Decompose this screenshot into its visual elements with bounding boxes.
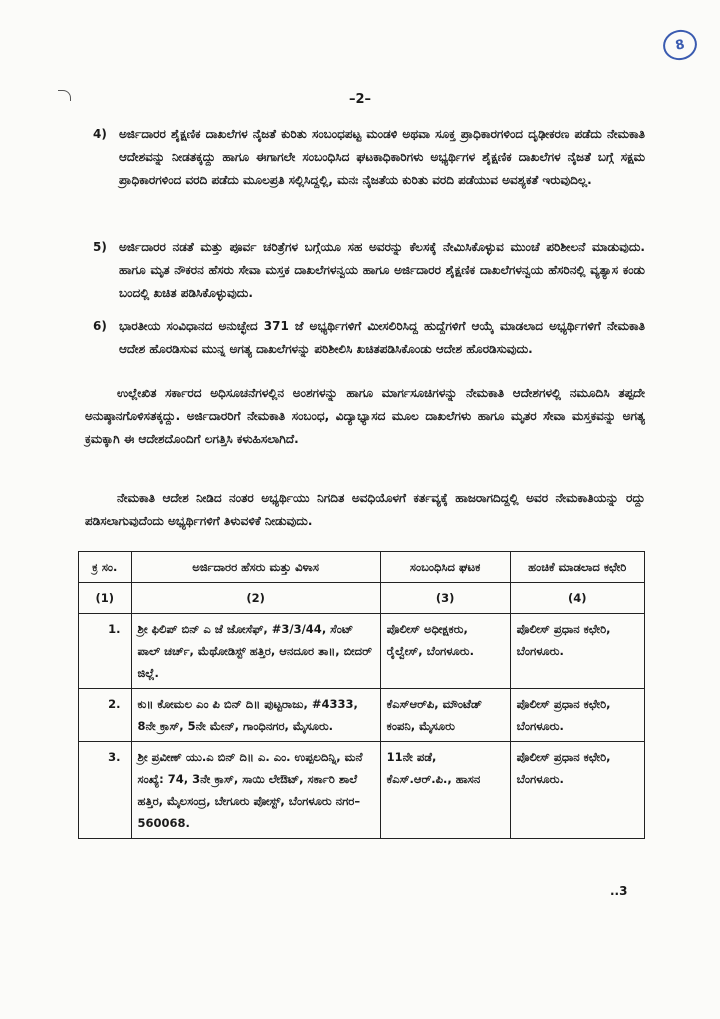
list-item: [95, 123, 645, 192]
header-office: ಹಂಚಿಕೆ ಮಾಡಲಾದ ಕಛೇರಿ: [510, 552, 644, 583]
list-item-text: ಅರ್ಜಿದಾರರ ಶೈಕ್ಷಣಿಕ ದಾಖಲೆಗಳ ನೈಜತೆ ಕುರಿತು ಸಂಬಂಧಪಟ್ಟ ಮಂಡಳಿ ಅಥವಾ ಸೂಕ್ತ ಪ್ರಾಧಿಕಾರಗಳಿಂದ ದೃಢೀಕರಣ ಪಡೆದು ನೇಮಕಾತಿ ಆದೇಶವನ್ನು ನೀಡತಕ್ಕದ್ದು ಹಾಗೂ ಈಗಾಗಲೇ ಸಂಬಂಧಿಸಿದ ಘಟಕಾಧಿಕಾರಿಗಳು ಅಭ್ಯರ್ಥಿಗಳ ಶೈಕ್ಷಣಿಕ ದಾಖಲೆಗಳ ನೈಜತೆ ಬಗ್ಗೆ ಸಕ್ಷಮ ಪ್ರಾಧಿಕಾರಗಳಿಂದ ವರದಿ ಪಡೆದು ಮೂಲಪ್ರತಿ ಸಲ್ಲಿಸಿದ್ದಲ್ಲಿ, ಮನಃ ನೈಜತೆಯ ಕುರಿತು ವರದಿ ಪಡೆಯುವ ಅವಶ್ಯಕತೆ ಇರುವುದಿಲ್ಲ.: [119, 127, 645, 187]
list-item-number: 5): [93, 240, 107, 254]
list-item: [95, 315, 645, 361]
list-item: [95, 236, 645, 305]
column-number: (1): [79, 583, 132, 614]
list-item-text: ಅರ್ಜಿದಾರರ ನಡತೆ ಮತ್ತು ಪೂರ್ವ ಚರಿತ್ರೆಗಳ ಬಗ್ಗೆಯೂ ಸಹ ಅವರನ್ನು ಕೆಲಸಕ್ಕೆ ನೇಮಿಸಿಕೊಳ್ಳುವ ಮುಂಚೆ ಪರಿಶೀಲನೆ ಮಾಡುವುದು. ಹಾಗೂ ಮೃತ ನೌಕರನ ಹೆಸರು ಸೇವಾ ಮಸ್ತಕ ದಾಖಲೆಗಳನ್ವಯ ಹಾಗೂ ಅರ್ಜಿದಾರರ ಶೈಕ್ಷಣಿಕ ದಾಖಲೆಗಳನ್ವಯ ಹೆಸರಿನಲ್ಲಿ ವ್ಯತ್ಯಾಸ ಕಂಡು ಬಂದಲ್ಲಿ ಖಚಿತ ಪಡಿಸಿಕೊಳ್ಳುವುದು.: [119, 240, 645, 300]
cell-name-address: ಶ್ರೀ ಪ್ರವೀಣ್ ಯು.ಎ ಬಿನ್ ದಿ॥ ಎ. ಎಂ. ಉಪ್ಪಲದಿನ್ನಿ, ಮನೆ ಸಂಖ್ಯೆ: 74, 3ನೇ ಕ್ರಾಸ್, ಸಾಯಿ ಲೇಔಟ್, ಸರ್ಕಾರಿ ಶಾಲೆ ಹತ್ತಿರ, ಮೈಲಸಂದ್ರ, ಬೇಗೂರು ಪೋಸ್ಟ್, ಬೆಂಗಳೂರು ನಗರ–560068.: [131, 742, 380, 839]
page-number: –2–: [348, 92, 372, 107]
table-row: [79, 689, 645, 742]
cell-sl-no: 1.: [79, 614, 132, 689]
circle-mark-number: 8: [674, 36, 686, 54]
cell-unit: ಕೆಎಸ್‌ಆರ್‌ಪಿ, ಮೌಂಟೆಡ್ ಕಂಪನಿ, ಮೈಸೂರು: [380, 689, 510, 742]
header-sl-no: ಕ್ರ ಸಂ.: [79, 552, 132, 583]
list-item-number: 6): [93, 319, 107, 333]
column-number: (2): [131, 583, 380, 614]
body-paragraph: ನೇಮಕಾತಿ ಆದೇಶ ನೀಡಿದ ನಂತರ ಅಭ್ಯರ್ಥಿಯು ನಿಗದಿತ ಅವಧಿಯೊಳಗೆ ಕರ್ತವ್ಯಕ್ಕೆ ಹಾಜರಾಗದಿದ್ದಲ್ಲಿ ಅವರ ನೇಮಕಾತಿಯನ್ನು ರದ್ದು ಪಡಿಸಲಾಗುವುದೆಂದು ಅಭ್ಯರ್ಥಿಗಳಿಗೆ ತಿಳುವಳಿಕೆ ನೀಡುವುದು.: [85, 491, 645, 528]
list-item-text: ಭಾರತೀಯ ಸಂವಿಧಾನದ ಅನುಚ್ಛೇದ 371 ಜೆ ಅಭ್ಯರ್ಥಿಗಳಿಗೆ ಮೀಸಲಿರಿಸಿದ್ದ ಹುದ್ದೆಗಳಿಗೆ ಆಯ್ಕೆ ಮಾಡಲಾದ ಅಭ್ಯರ್ಥಿಗಳಿಗೆ ನೇಮಕಾತಿ ಆದೇಶ ಹೊರಡಿಸುವ ಮುನ್ನ ಅಗತ್ಯ ದಾಖಲೆಗಳನ್ನು ಪರಿಶೀಲಿಸಿ ಖಚಿತಪಡಿಸಿಕೊಂಡು ಆದೇಶ ಹೊರಡಿಸುವುದು.: [119, 319, 645, 356]
cell-unit: ಪೊಲೀಸ್ ಅಧೀಕ್ಷಕರು, ರೈಲ್ವೇಸ್, ಬೆಂಗಳೂರು.: [380, 614, 510, 689]
cell-sl-no: 3.: [79, 742, 132, 839]
header-unit: ಸಂಬಂಧಿಸಿದ ಘಟಕ: [380, 552, 510, 583]
column-number: (4): [510, 583, 644, 614]
table-header-row: [79, 552, 645, 583]
next-page-indicator: ..3: [610, 884, 628, 898]
table-row: [79, 742, 645, 839]
header-name-address: ಅರ್ಜಿದಾರರ ಹೆಸರು ಮತ್ತು ವಿಳಾಸ: [131, 552, 380, 583]
column-number: (3): [380, 583, 510, 614]
cell-office: ಪೊಲೀಸ್ ಪ್ರಧಾನ ಕಛೇರಿ, ಬೆಂಗಳೂರು.: [510, 689, 644, 742]
body-paragraph: ಉಲ್ಲೇಖಿತ ಸರ್ಕಾರದ ಅಧಿಸೂಚನೆಗಳಲ್ಲಿನ ಅಂಶಗಳನ್ನು ಹಾಗೂ ಮಾರ್ಗಸೂಚಿಗಳನ್ನು ನೇಮಕಾತಿ ಆದೇಶಗಳಲ್ಲಿ ನಮೂದಿಸಿ ತಪ್ಪದೇ ಅನುಷ್ಠಾನಗೊಳಿಸತಕ್ಕದ್ದು. ಅರ್ಜಿದಾರರಿಗೆ ನೇಮಕಾತಿ ಸಂಬಂಧ, ವಿದ್ಯಾಭ್ಯಾಸದ ಮೂಲ ದಾಖಲೆಗಳು ಹಾಗೂ ಮೃತರ ಸೇವಾ ಮಸ್ತಕವನ್ನು ಅಗತ್ಯ ಕ್ರಮಕ್ಕಾಗಿ ಈ ಆದೇಶದೊಂದಿಗೆ ಲಗತ್ತಿಸಿ ಕಳುಹಿಸಲಾಗಿದೆ.: [85, 386, 645, 446]
allocation-table: [78, 551, 645, 839]
cell-office: ಪೊಲೀಸ್ ಪ್ರಧಾನ ಕಛೇರಿ, ಬೆಂಗಳೂರು.: [510, 742, 644, 839]
table-row: [79, 614, 645, 689]
cell-name-address: ಕು॥ ಕೋಮಲ ಎಂ ಪಿ ಬಿನ್ ದಿ॥ ಪುಟ್ಟರಾಜು, #4333, 8ನೇ ಕ್ರಾಸ್, 5ನೇ ಮೇನ್, ಗಾಂಧಿನಗರ, ಮೈಸೂರು.: [131, 689, 380, 742]
list-item-number: 4): [93, 127, 107, 141]
table-column-number-row: [79, 583, 645, 614]
cell-name-address: ಶ್ರೀ ಫಿಲಿಪ್ ಬಿನ್ ಎ ಜೆ ಜೋಸೆಫ್, #3/3/44, ಸೆಂಟ್ ಪಾಲ್ ಚರ್ಚ್, ಮೆಥೋಡಿಸ್ಟ್ ಹತ್ತಿರ, ಆನದೂರ ತಾ॥, ಬೀದರ್ ಜಿಲ್ಲೆ.: [131, 614, 380, 689]
cell-sl-no: 2.: [79, 689, 132, 742]
handwritten-circle-mark: [660, 27, 699, 63]
cell-office: ಪೊಲೀಸ್ ಪ್ರಧಾನ ಕಛೇರಿ, ಬೆಂಗಳೂರು.: [510, 614, 644, 689]
cell-unit: 11ನೇ ಪಡೆ, ಕೆಎಸ್.ಆರ್.ಪಿ., ಹಾಸನ: [380, 742, 510, 839]
